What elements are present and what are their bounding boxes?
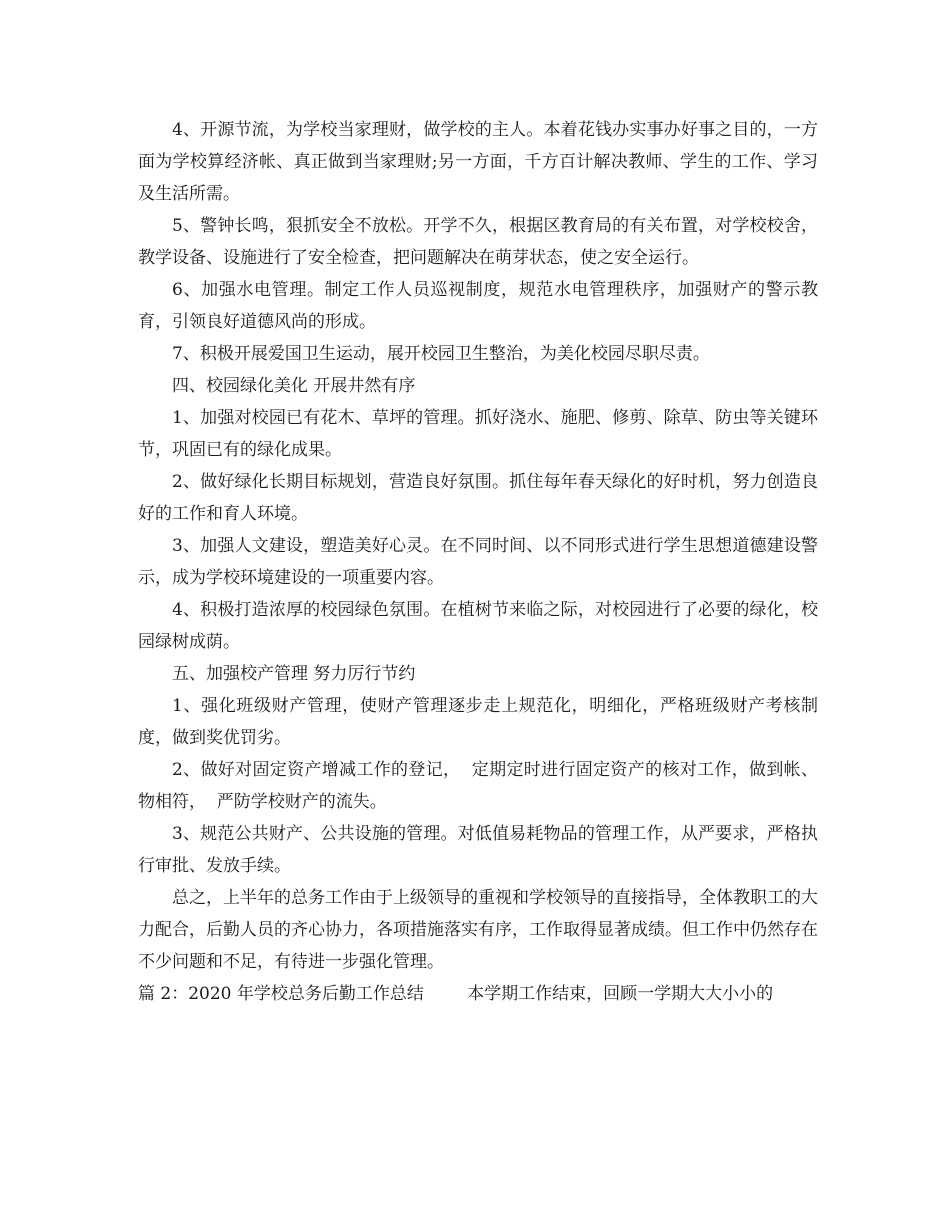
paragraph-property-1: 1、强化班级财产管理，使财产管理逐步走上规范化，明细化，严格班级财产考核制度，做到奖优罚劣。 xyxy=(138,696,818,748)
paragraph-green-2: 2、做好绿化长期目标规划，营造良好氛围。抓住每年春天绿化的好时机，努力创造良好的工作和育人环境。 xyxy=(138,472,818,524)
paragraph-green-1: 1、加强对校园已有花木、草坪的管理。抓好浇水、施肥、修剪、除草、防虫等关键环节，巩固已有的绿化成果。 xyxy=(138,408,818,460)
paragraph-item-5: 5、警钟长鸣，狠抓安全不放松。开学不久，根据区教育局的有关布置，对学校校舍，教学设备、设施进行了安全检查，把问题解决在萌芽状态，使之安全运行。 xyxy=(138,216,818,268)
document-body xyxy=(138,114,818,1010)
paragraph-item-7: 7、积极开展爱国卫生运动，展开校园卫生整治，为美化校园尽职尽责。 xyxy=(172,344,710,364)
next-article-heading: 篇 2：2020 年学校总务后勤工作总结 本学期工作结束，回顾一学期大大小小的 xyxy=(138,984,774,1004)
section-heading-4: 四、校园绿化美化 开展井然有序 xyxy=(172,376,416,396)
paragraph-summary: 总之，上半年的总务工作由于上级领导的重视和学校领导的直接指导，全体教职工的大力配合，后勤人员的齐心协力，各项措施落实有序，工作取得显著成绩。但工作中仍然存在不少问题和不足，有待进一步强化管理。 xyxy=(138,888,818,972)
paragraph-green-3: 3、加强人文建设，塑造美好心灵。在不同时间、以不同形式进行学生思想道德建设警示，成为学校环境建设的一项重要内容。 xyxy=(138,536,818,588)
paragraph-item-4: 4、开源节流，为学校当家理财，做学校的主人。本着花钱办实事办好事之目的，一方面为学校算经济帐、真正做到当家理财;另一方面，千方百计解决教师、学生的工作、学习及生活所需。 xyxy=(138,120,818,204)
paragraph-green-4: 4、积极打造浓厚的校园绿色氛围。在植树节来临之际，对校园进行了必要的绿化，校园绿树成荫。 xyxy=(138,600,818,652)
paragraph-item-6: 6、加强水电管理。制定工作人员巡视制度，规范水电管理秩序，加强财产的警示教育，引领良好道德风尚的形成。 xyxy=(138,280,818,332)
section-heading-5: 五、加强校产管理 努力厉行节约 xyxy=(172,664,416,684)
paragraph-property-3: 3、规范公共财产、公共设施的管理。对低值易耗物品的管理工作，从严要求，严格执行审批、发放手续。 xyxy=(138,824,818,876)
paragraph-property-2: 2、做好对固定资产增减工作的登记， 定期定时进行固定资产的核对工作，做到帐、物相符， 严防学校财产的流失。 xyxy=(138,760,818,812)
